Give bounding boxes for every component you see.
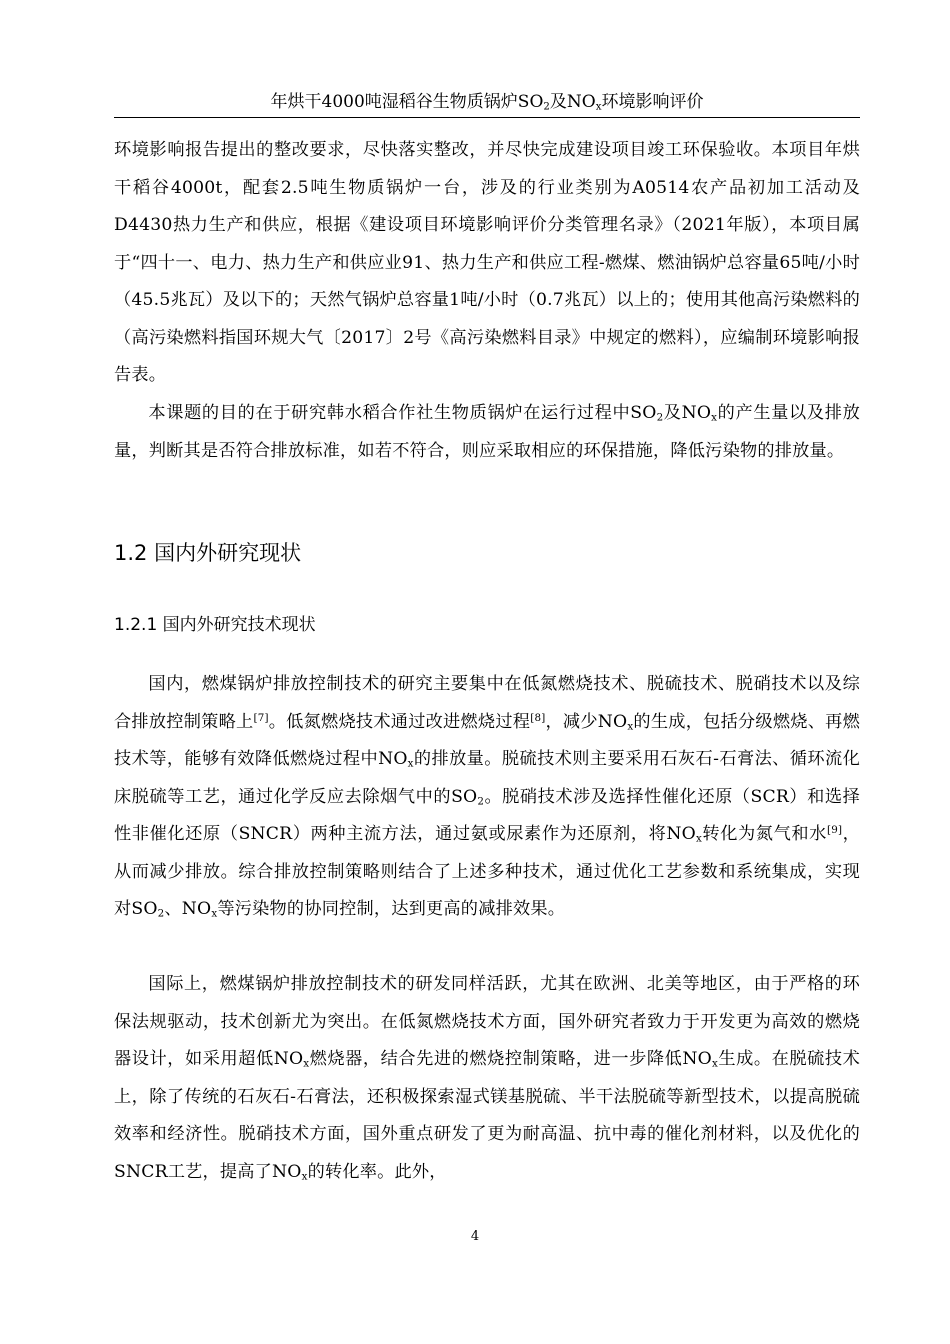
paragraph-project-background (114, 132, 860, 395)
subscript: x (711, 411, 718, 424)
citation: [9] (826, 823, 843, 836)
text-run: ，减少NO (545, 711, 628, 732)
header-text: 年烘干4000吨湿稻谷生物质锅炉SO (270, 92, 544, 112)
section-heading: 1.2 国内外研究现状 (114, 541, 302, 565)
subscript: 2 (656, 411, 664, 424)
text-run: 。脱硝技术涉及选择性催化还原（SCR）和选择性非催化还原（SNCR）两种主流方法，通过氨或尿素作为还原剂，将NO (114, 786, 860, 844)
paragraph-research-purpose (114, 395, 860, 470)
text-run: 转化为氮气和水 (701, 824, 827, 844)
subscript: x (711, 1057, 718, 1070)
subscript: x (301, 1170, 308, 1183)
subscript: x (211, 907, 218, 920)
subscript: 2 (157, 907, 165, 920)
paragraph-text: 环境影响报告提出的整改要求，尽快落实整改，并尽快完成建设项目竣工环保验收。本项目年烘干稻谷4000t，配套2.5吨生物质锅炉一台，涉及的行业类别为A0514农产品初加工活动及D4430热力生产和供应，根据《建设项目环境影响评价分类管理名录》（2021年版），本项目属于“四十一、电力、热力生产和供应业91、热力生产和供应工程-燃煤、燃油锅炉总容量65吨/小时（45.5兆瓦）及以下的；天然气锅炉总容量1吨/小时（0.7兆瓦）以上的；使用其他高污染燃料的（高污染燃料指国环规大气〔2017〕2号《高污染燃料目录》中规定的燃料），应编制环境影响报告表。 (114, 140, 860, 385)
text-run: ，从而减少排放。综合排放控制策略则结合了上述多种技术，通过优化工艺参数和系统集成，实现对SO (114, 824, 861, 919)
subscript: x (627, 720, 634, 733)
subscript: 2 (477, 795, 485, 808)
header-text: 环境影响评价 (601, 92, 704, 112)
page-number: 4 (470, 1229, 480, 1244)
subscript: 2 (543, 101, 550, 113)
subscript: x (407, 757, 414, 770)
header-rule (114, 117, 860, 118)
citation: [7] (253, 711, 269, 724)
paragraph-international-research (114, 966, 860, 1191)
text-run: 的转化率。此外， (307, 1161, 447, 1182)
subscript: x (595, 101, 602, 113)
subsection-heading: 1.2.1 国内外研究技术现状 (114, 615, 316, 635)
text-run: 燃烧器，结合先进的燃烧控制策略，进一步降低NO (309, 1049, 712, 1069)
text-run: 、NO (164, 899, 212, 919)
header-text: 及NO (549, 92, 596, 112)
text-run: 生成。在脱硫技术上，除了传统的石灰石-石膏法，还积极探索湿式镁基脱硫、半干法脱硫等新型技术，以提高脱硫效率和经济性。脱硝技术方面，国外重点研发了更为耐高温、抗中毒的催化剂材料，以及优化的SNCR工艺，提高了NO (114, 1049, 860, 1182)
text-run: 的生成，包括分级燃烧、再燃技术等，能够有效降低燃烧过程中NO (114, 711, 860, 769)
text-run: 等污染物的协同控制，达到更高的减排效果。 (217, 899, 566, 919)
text-run: 。低氮燃烧技术通过改进燃烧过程 (268, 711, 531, 732)
subscript: x (695, 832, 702, 845)
running-header (114, 90, 860, 114)
text-run: 的产生量以及排放量，判断其是否符合排放标准，如若不符合，则应采取相应的环保措施，降低污染物的排放量。 (114, 403, 860, 461)
text-run: 国际上，燃煤锅炉排放控制技术的研发同样活跃，尤其在欧洲、北美等地区，由于严格的环保法规驱动，技术创新尤为突出。在低氮燃烧技术方面，国外研究者致力于开发更为高效的燃烧器设计，如采用超低NO (114, 974, 860, 1069)
paragraph-domestic-research (114, 666, 860, 929)
text-run: 国内，燃煤锅炉排放控制技术的研究主要集中在低氮燃烧技术、脱硫技术、脱硝技术以及综合排放控制策略上 (114, 674, 860, 732)
text-run: 的排放量。脱硫技术则主要采用石灰石-石膏法、循环流化床脱硫等工艺，通过化学反应去除烟气中的SO (114, 749, 860, 807)
text-run: 本课题的目的在于研究韩水稻合作社生物质锅炉在运行过程中SO (148, 403, 657, 423)
text-run: 及NO (663, 403, 712, 423)
citation: [8] (530, 711, 546, 724)
subscript: x (303, 1057, 310, 1070)
